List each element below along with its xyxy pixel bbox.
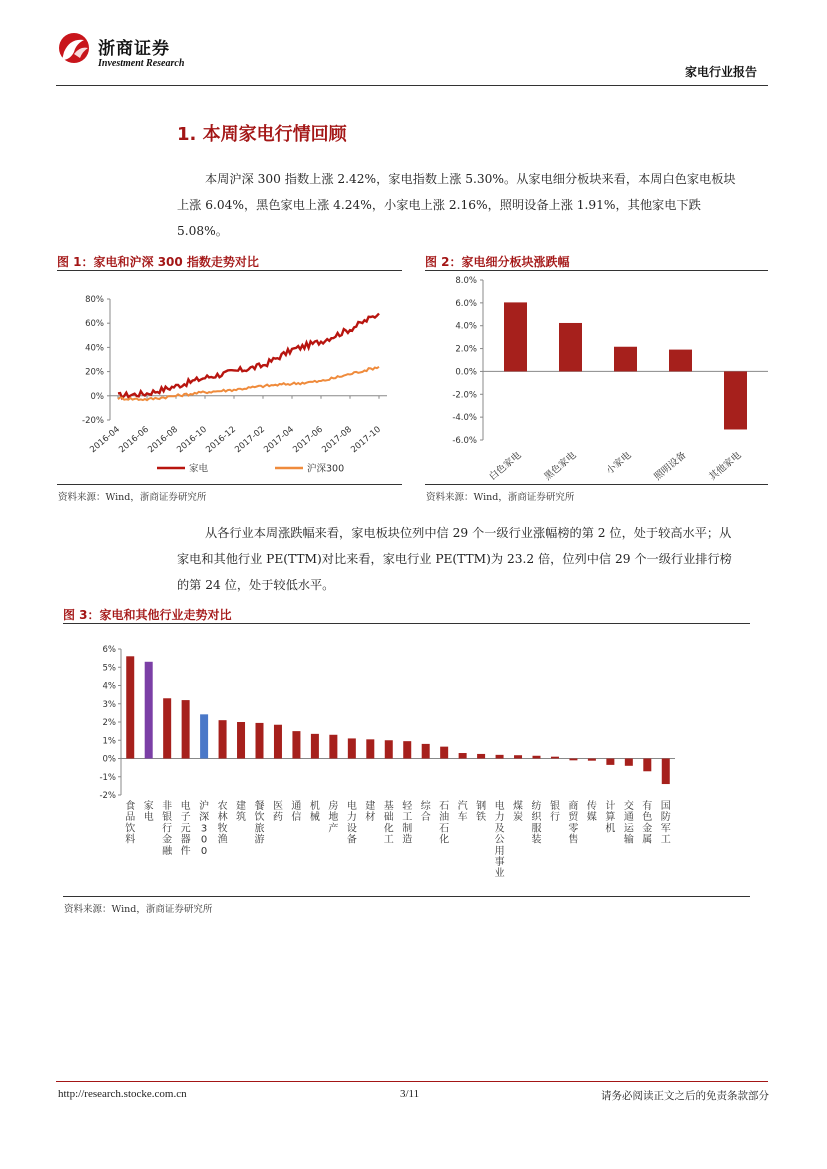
fig3-y-tick-label: 1% — [102, 736, 116, 747]
brand-name-cn: 浙商证券 — [98, 39, 170, 59]
fig1-y-tick-label: 0% — [90, 391, 104, 402]
fig2-x-tick-label: 照明设备 — [652, 449, 689, 483]
header-divider — [56, 85, 768, 86]
fig3-bar-28 — [643, 759, 651, 772]
fig3-bar-16 — [422, 744, 430, 759]
fig2-y-tick-label: 0.0% — [455, 367, 477, 378]
fig3-x-tick-label: 食品饮料 — [125, 801, 136, 846]
industry-paragraph-text: 从各行业本周涨跌幅来看，家电板块位列中信 29 个一级行业涨幅榜的第 2 位，处于较高水平；从家电和其他行业 PE(TTM)对比来看，家电行业 PE(TTM)为 23.2 倍，位列中信 29 个一级行业排行榜的第 24 位，处于较低水平。 — [177, 526, 732, 592]
fig2-bottom-rule — [425, 484, 768, 485]
intro-paragraph — [177, 166, 739, 244]
fig3-bar-4 — [200, 714, 208, 758]
fig2-y-tick-label: 4.0% — [455, 321, 477, 332]
fig3-x-tick-label: 商贸零售 — [568, 801, 579, 846]
fig3-source: 资料来源：Wind，浙商证券研究所 — [64, 904, 213, 915]
fig2-y-tick-label: 6.0% — [455, 298, 477, 309]
fig2-y-tick-label: 8.0% — [455, 276, 477, 286]
footer-disclaimer: 请务必阅读正文之后的免责条款部分 — [601, 1090, 769, 1102]
fig3-bar-5 — [219, 720, 227, 758]
fig3-x-tick-label: 电子元器件 — [180, 801, 191, 857]
fig3-bar-3 — [182, 700, 190, 758]
fig3-bar-10 — [311, 734, 319, 759]
fig3-y-tick-label: 0% — [102, 754, 116, 765]
fig1-y-tick-label: -20% — [82, 416, 104, 426]
fig3-bar-15 — [403, 741, 411, 758]
fig3-top-rule — [63, 623, 750, 624]
fig3-bar-9 — [292, 731, 300, 758]
footer-divider — [56, 1081, 768, 1082]
fig3-x-tick-label: 电力及公用事业 — [494, 801, 505, 880]
fig3-x-tick-label: 综合 — [420, 801, 431, 824]
report-type: 家电行业报告 — [684, 65, 757, 79]
fig3-x-tick-label: 轻工制造 — [402, 801, 413, 846]
fig3-bar-8 — [274, 725, 282, 759]
fig3-x-tick-label: 计算机 — [605, 801, 616, 835]
fig2-y-tick-label: -2.0% — [452, 390, 477, 401]
fig1-line-chart — [57, 272, 402, 484]
fig2-x-tick-label: 黑色家电 — [542, 449, 579, 483]
fig3-x-tick-label: 汽车 — [457, 801, 468, 824]
fig3-bar-25 — [588, 759, 596, 761]
fig2-top-rule — [425, 270, 768, 271]
fig3-x-tick-label: 有色金属 — [642, 801, 653, 846]
fig3-bar-2 — [163, 698, 171, 758]
fig3-x-tick-label: 房地产 — [328, 801, 339, 835]
intro-paragraph-text: 本周沪深 300 指数上涨 2.42%，家电指数上涨 5.30%。从家电细分板块来看，本周白色家电板块上涨 6.04%，黑色家电上涨 4.24%，小家电上涨 2.16%，照明设备上涨 1.91%，其他家电下跌 5.08%。 — [177, 172, 736, 238]
fig1-legend-label: 家电 — [189, 463, 209, 475]
fig3-bar-7 — [256, 723, 264, 759]
fig1-y-tick-label: 40% — [85, 343, 104, 354]
fig3-bar-11 — [329, 735, 337, 759]
fig1-y-tick-label: 80% — [85, 295, 104, 305]
fig2-bar-2 — [614, 347, 637, 372]
fig1-x-tick-label: 2017-04 — [262, 424, 296, 456]
fig3-x-tick-label: 农林牧渔 — [217, 801, 228, 846]
fig3-x-tick-label: 医药 — [272, 801, 283, 824]
fig3-x-tick-label: 基础化工 — [383, 801, 394, 846]
fig3-bar-24 — [569, 759, 577, 761]
fig3-bar-22 — [533, 756, 541, 759]
fig3-x-tick-label: 建材 — [365, 801, 376, 824]
fig3-bar-17 — [440, 747, 448, 759]
fig3-bar-29 — [662, 759, 670, 785]
logo-icon — [56, 30, 96, 70]
fig3-y-tick-label: 3% — [102, 699, 116, 710]
fig3-x-tick-label: 电力设备 — [346, 801, 357, 846]
fig1-title: 图 1：家电和沪深 300 指数走势对比 — [57, 255, 259, 269]
fig3-x-tick-label: 非银行金融 — [162, 801, 173, 857]
fig3-bar-13 — [366, 739, 374, 758]
fig3-x-tick-label: 家电 — [143, 801, 154, 824]
fig1-x-tick-label: 2017-06 — [291, 424, 325, 456]
fig3-y-tick-label: 6% — [102, 645, 116, 655]
fig1-bottom-rule — [57, 484, 402, 485]
fig3-x-tick-label: 纺织服装 — [531, 801, 542, 846]
fig1-x-tick-label: 2017-10 — [349, 424, 383, 456]
fig3-bar-23 — [551, 757, 559, 759]
fig1-x-tick-label: 2017-02 — [233, 424, 267, 456]
fig2-y-tick-label: -6.0% — [452, 436, 477, 446]
fig3-bar-26 — [606, 759, 614, 765]
fig1-top-rule — [57, 270, 402, 271]
fig2-bar-4 — [724, 371, 747, 429]
fig1-x-tick-label: 2016-08 — [146, 424, 180, 456]
industry-paragraph — [177, 520, 739, 598]
fig2-x-tick-label: 白色家电 — [487, 449, 524, 483]
fig3-x-tick-label: 石油石化 — [439, 801, 450, 846]
fig3-x-tick-label: 传媒 — [586, 801, 597, 824]
fig1-source: 资料来源：Wind，浙商证券研究所 — [58, 492, 207, 503]
fig3-bar-21 — [514, 755, 522, 758]
fig2-x-tick-label: 其他家电 — [707, 449, 744, 483]
fig3-y-tick-label: -2% — [99, 791, 116, 801]
fig3-y-tick-label: 5% — [102, 663, 116, 674]
fig1-series-line-jiadian — [118, 314, 379, 399]
fig2-bar-chart — [425, 272, 768, 484]
fig3-title: 图 3：家电和其他行业走势对比 — [63, 608, 232, 622]
fig3-bar-chart — [63, 625, 750, 895]
fig3-x-tick-label: 机械 — [309, 801, 320, 824]
footer-url-link[interactable]: http://research.stocke.com.cn — [58, 1088, 187, 1100]
fig2-bar-3 — [669, 350, 692, 372]
fig3-bar-6 — [237, 722, 245, 759]
fig3-x-tick-label: 钢铁 — [476, 801, 487, 824]
fig3-y-tick-label: -1% — [99, 772, 116, 783]
fig1-x-tick-label: 2017-08 — [320, 424, 354, 456]
fig3-bar-14 — [385, 740, 393, 758]
fig3-bar-20 — [496, 755, 504, 759]
fig1-x-tick-label: 2016-04 — [88, 424, 122, 456]
fig2-y-tick-label: 2.0% — [455, 344, 477, 355]
fig2-x-tick-label: 小家电 — [604, 449, 634, 477]
fig3-bar-1 — [145, 662, 153, 759]
fig1-legend-label: 沪深300 — [307, 463, 345, 475]
fig2-bar-1 — [559, 323, 582, 371]
fig3-bar-19 — [477, 754, 485, 759]
fig1-y-tick-label: 20% — [85, 367, 104, 378]
footer-page-number: 3/11 — [400, 1088, 420, 1100]
fig3-bar-0 — [126, 656, 134, 758]
fig3-x-tick-label: 通信 — [291, 801, 302, 824]
fig1-x-tick-label: 2016-06 — [117, 424, 151, 456]
brand-name-en: Investment Research — [98, 58, 185, 69]
fig3-x-tick-label: 银行 — [549, 801, 560, 824]
fig3-bar-27 — [625, 759, 633, 766]
fig3-y-tick-label: 2% — [102, 718, 116, 728]
fig1-x-tick-label: 2016-12 — [204, 424, 238, 456]
fig2-source: 资料来源：Wind，浙商证券研究所 — [426, 492, 575, 503]
fig2-y-tick-label: -4.0% — [452, 413, 477, 424]
fig3-x-tick-label: 餐饮旅游 — [254, 801, 265, 846]
fig3-x-tick-label: 沪深 3 0 0 — [199, 801, 210, 857]
fig3-y-tick-label: 4% — [102, 681, 116, 692]
fig1-series-line-hs300 — [118, 367, 379, 400]
section-title: 1. 本周家电行情回顾 — [177, 124, 347, 145]
fig3-bottom-rule — [63, 896, 750, 897]
fig1-y-tick-label: 60% — [85, 319, 104, 330]
fig1-x-tick-label: 2016-10 — [175, 424, 209, 456]
fig3-bar-12 — [348, 738, 356, 758]
fig3-x-tick-label: 交通运输 — [623, 801, 634, 846]
fig3-x-tick-label: 建筑 — [236, 801, 247, 824]
fig2-title: 图 2：家电细分板块涨跌幅 — [425, 255, 570, 269]
fig3-x-tick-label: 国防军工 — [660, 801, 671, 846]
fig2-bar-0 — [504, 302, 527, 371]
fig3-x-tick-label: 煤炭 — [513, 801, 524, 824]
fig3-bar-18 — [459, 753, 467, 758]
